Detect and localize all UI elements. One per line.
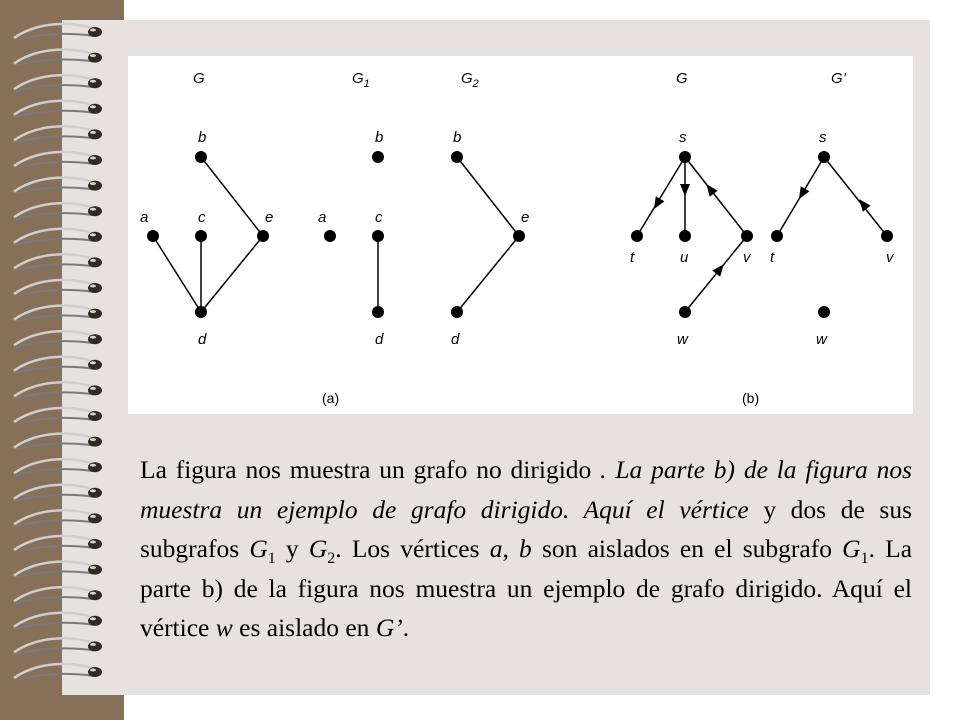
description-paragraph <box>140 450 912 648</box>
graph-g2-subgraph <box>451 70 529 348</box>
vertex-c <box>195 230 207 242</box>
text-run: . La parte b) de la figura nos muestra un ejemplo de grafo dirigido. Aquí el vértice <box>140 534 913 642</box>
label-e: e <box>265 209 274 226</box>
label-t: t <box>770 249 775 266</box>
text-run: . Los vértices <box>335 534 490 563</box>
vertex-t <box>771 230 783 242</box>
title-g: G <box>676 70 688 87</box>
label-e: e <box>521 209 530 226</box>
label-a: a <box>318 209 327 226</box>
vertex-c <box>372 230 384 242</box>
caption-a: (a) <box>322 390 340 406</box>
binding-ring <box>14 408 102 424</box>
graph-g-directed <box>630 70 753 348</box>
binding-ring <box>14 306 102 322</box>
label-u: u <box>680 249 689 266</box>
var-w: w <box>215 613 233 642</box>
text-run: . <box>402 613 410 642</box>
text-run: La figura nos muestra un grafo no dirigido <box>140 455 601 484</box>
var-g: . La parte b) de la figura nos muestra un ejemplo de grafo dirigido. Aquí el vértice <box>140 455 912 524</box>
label-c: c <box>198 209 206 226</box>
var-g1: G <box>249 534 268 563</box>
vertex-d <box>195 306 207 318</box>
label-b: b <box>375 129 384 146</box>
binding-ring <box>14 203 102 219</box>
subscript-2: 2 <box>327 550 336 568</box>
binding-ring <box>14 638 102 654</box>
text-run: es aislado en <box>232 613 376 642</box>
vertex-e <box>513 230 525 242</box>
label-d: d <box>375 331 384 348</box>
edge-v-s <box>685 157 747 236</box>
subscript-1: 1 <box>267 550 276 568</box>
binding-ring <box>14 536 102 552</box>
edge-w-v <box>685 236 747 312</box>
binding-ring <box>14 280 102 296</box>
label-d: d <box>451 331 460 348</box>
binding-ring <box>14 152 102 168</box>
binding-ring <box>14 485 102 501</box>
binding-ring <box>14 510 102 526</box>
vertex-w <box>818 306 830 318</box>
arrowhead-s-u <box>680 184 690 196</box>
graph-g1-subgraph <box>318 70 384 348</box>
vertex-w <box>679 306 691 318</box>
binding-ring <box>14 459 102 475</box>
vertex-d <box>451 306 463 318</box>
binding-ring <box>14 382 102 398</box>
binding-ring <box>14 178 102 194</box>
vertex-b <box>451 151 463 163</box>
binding-ring <box>14 587 102 603</box>
label-s: s <box>819 129 827 146</box>
graph-g-undirected <box>140 70 273 348</box>
binding-ring <box>14 24 102 40</box>
label-v: v <box>886 249 894 266</box>
vertex-v <box>741 230 753 242</box>
text-run: son aislados en el subgrafo <box>531 534 843 563</box>
subscript-1: 1 <box>860 550 869 568</box>
vertex-t <box>631 230 643 242</box>
binding-ring <box>14 50 102 66</box>
binding-ring <box>14 357 102 373</box>
var-b: b <box>519 534 532 563</box>
vertex-d <box>372 306 384 318</box>
binding-ring <box>14 664 102 680</box>
text-run: y <box>275 534 309 563</box>
text-run: y dos de sus subgrafos <box>140 494 913 563</box>
label-w: w <box>816 331 827 348</box>
binding-ring <box>14 75 102 91</box>
caption-b: (b) <box>742 390 760 406</box>
binding-ring <box>14 562 102 578</box>
var-a: a <box>489 534 503 563</box>
graph-figure <box>128 56 913 414</box>
binding-ring <box>14 126 102 142</box>
label-a: a <box>140 209 149 226</box>
edge-e-d <box>201 236 263 312</box>
label-t: t <box>630 249 635 266</box>
vertex-a <box>324 230 336 242</box>
binding-ring <box>14 434 102 450</box>
vertex-e <box>257 230 269 242</box>
spiral-binding <box>0 0 130 720</box>
title-g2: $G_2$ <box>461 70 479 90</box>
edge-s-t <box>637 157 685 236</box>
binding-ring <box>14 101 102 117</box>
label-b: b <box>453 129 462 146</box>
edge-v-s <box>824 157 887 236</box>
vertex-v <box>881 230 893 242</box>
vertex-b <box>195 151 207 163</box>
label-b: b <box>198 129 207 146</box>
text-run: , <box>502 534 520 563</box>
edge-b-e <box>457 157 519 236</box>
arrowhead-s-t <box>795 186 810 201</box>
vertex-b <box>372 151 384 163</box>
var-g-prime: G’ <box>375 613 403 642</box>
vertex-s <box>818 151 830 163</box>
label-c: c <box>375 209 383 226</box>
edge-a-d <box>153 236 201 312</box>
edge-b-e <box>201 157 263 236</box>
title-g1: $G_1$ <box>352 70 370 90</box>
title-g-prime: G’ <box>831 70 846 87</box>
label-s: s <box>679 129 687 146</box>
binding-ring <box>14 229 102 245</box>
binding-ring <box>14 613 102 629</box>
binding-ring <box>14 331 102 347</box>
label-w: w <box>677 331 688 348</box>
vertex-a <box>147 230 159 242</box>
var-g1: G <box>842 534 861 563</box>
label-d: d <box>198 331 207 348</box>
arrowhead-s-t <box>650 196 665 211</box>
binding-ring <box>14 254 102 270</box>
label-v: v <box>743 249 751 266</box>
vertex-u <box>679 230 691 242</box>
edge-e-d <box>457 236 519 312</box>
graph-g-prime <box>770 70 895 348</box>
var-g2: G <box>308 534 328 563</box>
vertex-s <box>679 151 691 163</box>
title-g: G <box>193 70 205 87</box>
